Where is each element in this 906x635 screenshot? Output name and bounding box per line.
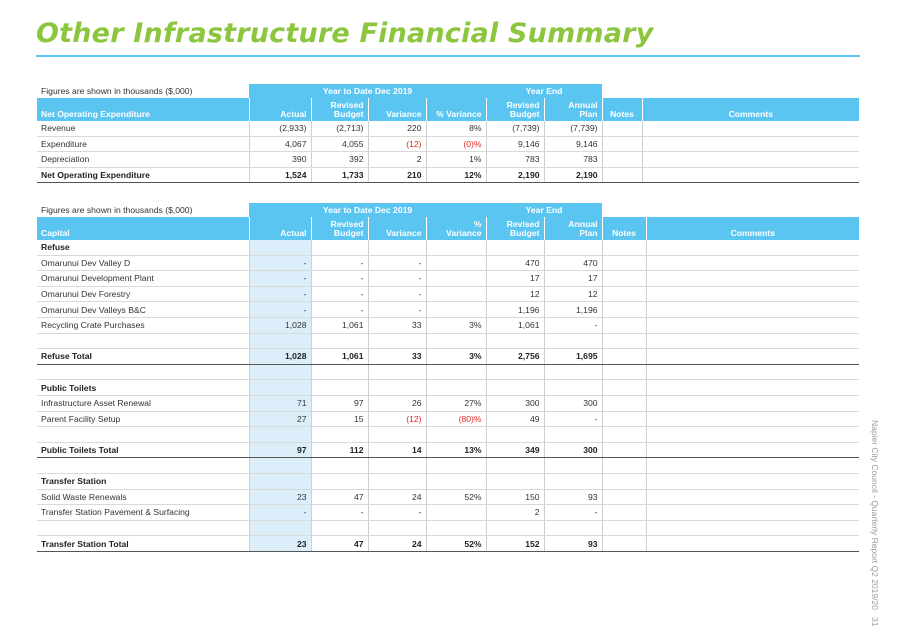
col-header-variance: Variance [368, 217, 426, 240]
cell-revised-budget: 112 [311, 442, 368, 458]
cell-variance [368, 380, 426, 396]
cell-label: Recycling Crate Purchases [37, 317, 249, 333]
table-row [37, 136, 859, 152]
cell-revised-budget: - [311, 271, 368, 287]
cell-label [37, 364, 249, 380]
cell-label: Solid Waste Renewals [37, 489, 249, 505]
report-name: Napier City Council - Quarterly Report Q2 2019/20 [870, 420, 880, 610]
cell-variance [368, 473, 426, 489]
cell-variance: - [368, 302, 426, 318]
table-row [37, 121, 859, 136]
year-end-header: Year End [486, 203, 602, 217]
col-header-variance: Variance [368, 98, 426, 121]
cell-ye-revised-budget: 783 [486, 152, 544, 168]
cell-pct-variance [426, 473, 486, 489]
cell-annual-plan: - [544, 505, 602, 521]
cell-annual-plan: 783 [544, 152, 602, 168]
cell-annual-plan: - [544, 317, 602, 333]
cell-comments [646, 505, 859, 521]
cell-label: Omarunui Dev Forestry [37, 286, 249, 302]
cell-revised-budget: 4,055 [311, 136, 368, 152]
cell-actual: 23 [249, 536, 311, 552]
col-header-actual: Actual [249, 98, 311, 121]
cell-revised-budget: 1,061 [311, 349, 368, 365]
cell-notes [602, 333, 646, 349]
cell-comments [646, 333, 859, 349]
cell-annual-plan [544, 364, 602, 380]
cell-ye-revised-budget: 17 [486, 271, 544, 287]
cell-pct-variance [426, 364, 486, 380]
cell-annual-plan: 300 [544, 395, 602, 411]
cell-pct-variance [426, 302, 486, 318]
cell-variance: - [368, 505, 426, 521]
col-header-label: Capital [37, 217, 249, 240]
cell-comments [646, 395, 859, 411]
cell-notes [602, 167, 642, 183]
cell-pct-variance: 1% [426, 152, 486, 168]
cell-comments [646, 240, 859, 255]
cell-pct-variance: 27% [426, 395, 486, 411]
cell-revised-budget: 1,061 [311, 317, 368, 333]
cell-comments [646, 255, 859, 271]
cell-notes [602, 489, 646, 505]
cell-actual: - [249, 505, 311, 521]
cell-label: Infrastructure Asset Renewal [37, 395, 249, 411]
cell-variance [368, 427, 426, 443]
cell-notes [602, 286, 646, 302]
cell-pct-variance [426, 380, 486, 396]
cell-notes [602, 458, 646, 474]
cell-label [37, 427, 249, 443]
cell-pct-variance [426, 427, 486, 443]
cell-revised-budget [311, 427, 368, 443]
cell-comments [646, 442, 859, 458]
cell-variance: 33 [368, 317, 426, 333]
table-row [37, 395, 859, 411]
cell-notes [602, 302, 646, 318]
cell-actual: 1,524 [249, 167, 311, 183]
cell-variance: - [368, 255, 426, 271]
cell-comments [646, 364, 859, 380]
cell-ye-revised-budget: 2,756 [486, 349, 544, 365]
col-header-revised-budget: Revised Budget [311, 217, 368, 240]
cell-comments [646, 411, 859, 427]
col-header-comments: Comments [642, 98, 859, 121]
col-header-notes: Notes [602, 98, 642, 121]
col-header-ye-revised-budget: Revised Budget [486, 217, 544, 240]
cell-revised-budget: 1,733 [311, 167, 368, 183]
cell-actual: 1,028 [249, 349, 311, 365]
cell-comments [642, 121, 859, 136]
cell-actual: - [249, 286, 311, 302]
cell-pct-variance [426, 505, 486, 521]
cell-variance: 26 [368, 395, 426, 411]
table-row [37, 442, 859, 458]
cell-pct-variance: 3% [426, 317, 486, 333]
cell-comments [646, 473, 859, 489]
cell-annual-plan: 93 [544, 536, 602, 552]
cell-comments [646, 286, 859, 302]
cell-annual-plan: 1,695 [544, 349, 602, 365]
col-header-actual: Actual [249, 217, 311, 240]
cell-actual: 1,028 [249, 317, 311, 333]
cell-revised-budget [311, 473, 368, 489]
cell-notes [602, 317, 646, 333]
cell-actual [249, 473, 311, 489]
table-row [37, 152, 859, 168]
cell-comments [646, 317, 859, 333]
cell-pct-variance [426, 520, 486, 536]
col-header-annual-plan: Annual Plan [544, 98, 602, 121]
col-header-pct-variance: % Variance [426, 98, 486, 121]
cell-actual: 71 [249, 395, 311, 411]
cell-revised-budget [311, 458, 368, 474]
cell-ye-revised-budget: 152 [486, 536, 544, 552]
cell-label: Public Toilets Total [37, 442, 249, 458]
cell-revised-budget: - [311, 505, 368, 521]
cell-variance: 33 [368, 349, 426, 365]
cell-variance: 24 [368, 536, 426, 552]
cell-actual [249, 240, 311, 255]
cell-notes [602, 255, 646, 271]
cell-label: Public Toilets [37, 380, 249, 396]
cell-variance [368, 240, 426, 255]
cell-actual: - [249, 255, 311, 271]
cell-annual-plan [544, 473, 602, 489]
cell-ye-revised-budget: 1,061 [486, 317, 544, 333]
cell-revised-budget [311, 240, 368, 255]
cell-label: Net Operating Expenditure [37, 167, 249, 183]
cell-notes [602, 271, 646, 287]
table-row [37, 167, 859, 183]
cell-comments [646, 380, 859, 396]
figures-caption: Figures are shown in thousands ($,000) [41, 205, 193, 215]
cell-notes [602, 364, 646, 380]
table-row [37, 380, 859, 396]
cell-revised-budget: 47 [311, 536, 368, 552]
cell-variance [368, 458, 426, 474]
cell-pct-variance [426, 458, 486, 474]
cell-actual: 4,067 [249, 136, 311, 152]
cell-actual: - [249, 302, 311, 318]
cell-label: Revenue [37, 121, 249, 136]
cell-actual [249, 520, 311, 536]
cell-ye-revised-budget: 12 [486, 286, 544, 302]
table-row [37, 458, 859, 474]
table-row [37, 349, 859, 365]
cell-label: Transfer Station Pavement & Surfacing [37, 505, 249, 521]
cell-comments [646, 489, 859, 505]
cell-ye-revised-budget [486, 240, 544, 255]
cell-actual [249, 458, 311, 474]
table-row [37, 271, 859, 287]
cell-variance: (12) [368, 411, 426, 427]
cell-ye-revised-budget [486, 427, 544, 443]
cell-label: Parent Facility Setup [37, 411, 249, 427]
cell-comments [646, 458, 859, 474]
cell-label [37, 458, 249, 474]
cell-ye-revised-budget: 300 [486, 395, 544, 411]
cell-comments [646, 271, 859, 287]
cell-annual-plan: 17 [544, 271, 602, 287]
cell-revised-budget [311, 364, 368, 380]
cell-notes [602, 536, 646, 552]
table-row [37, 411, 859, 427]
col-header-revised-budget: Revised Budget [311, 98, 368, 121]
cell-pct-variance [426, 240, 486, 255]
cell-ye-revised-budget [486, 364, 544, 380]
cell-notes [602, 136, 642, 152]
cell-label: Transfer Station Total [37, 536, 249, 552]
cell-label: Omarunui Development Plant [37, 271, 249, 287]
cell-annual-plan: 9,146 [544, 136, 602, 152]
cell-ye-revised-budget: 1,196 [486, 302, 544, 318]
cell-ye-revised-budget [486, 458, 544, 474]
table-row [37, 489, 859, 505]
cell-label [37, 520, 249, 536]
table-row [37, 302, 859, 318]
cell-annual-plan [544, 427, 602, 443]
table-row [37, 536, 859, 552]
cell-pct-variance: 52% [426, 536, 486, 552]
cell-ye-revised-budget [486, 520, 544, 536]
cell-comments [646, 427, 859, 443]
cell-variance: - [368, 271, 426, 287]
ytd-period-header: Year to Date Dec 2019 [249, 84, 486, 98]
cell-annual-plan: 300 [544, 442, 602, 458]
cell-actual: 97 [249, 442, 311, 458]
page-number: 31 [870, 617, 880, 627]
title-rule [36, 55, 860, 57]
cell-actual: 23 [249, 489, 311, 505]
cell-revised-budget: (2,713) [311, 121, 368, 136]
cell-pct-variance: 8% [426, 121, 486, 136]
cell-label: Refuse [37, 240, 249, 255]
cell-annual-plan: 1,196 [544, 302, 602, 318]
cell-revised-budget: 15 [311, 411, 368, 427]
cell-label [37, 333, 249, 349]
col-header-pct-variance: % Variance [426, 217, 486, 240]
cell-variance: 2 [368, 152, 426, 168]
cell-revised-budget: 47 [311, 489, 368, 505]
cell-notes [602, 520, 646, 536]
cell-comments [646, 349, 859, 365]
cell-comments [646, 536, 859, 552]
cell-notes [602, 380, 646, 396]
cell-ye-revised-budget: 150 [486, 489, 544, 505]
cell-variance: 220 [368, 121, 426, 136]
cell-pct-variance [426, 271, 486, 287]
col-header-ye-revised-budget: Revised Budget [486, 98, 544, 121]
cell-actual: 27 [249, 411, 311, 427]
figures-caption: Figures are shown in thousands ($,000) [41, 86, 193, 96]
cell-comments [642, 152, 859, 168]
cell-label: Expenditure [37, 136, 249, 152]
cell-actual [249, 333, 311, 349]
cell-pct-variance: 52% [426, 489, 486, 505]
cell-ye-revised-budget: (7,739) [486, 121, 544, 136]
cell-notes [602, 395, 646, 411]
cell-pct-variance [426, 255, 486, 271]
cell-notes [602, 152, 642, 168]
cell-variance: 24 [368, 489, 426, 505]
table-row [37, 317, 859, 333]
capital-table [37, 203, 859, 552]
year-end-header: Year End [486, 84, 602, 98]
table-row [37, 473, 859, 489]
cell-variance [368, 333, 426, 349]
cell-notes [602, 121, 642, 136]
col-header-comments: Comments [646, 217, 859, 240]
cell-ye-revised-budget [486, 333, 544, 349]
cell-ye-revised-budget: 2,190 [486, 167, 544, 183]
cell-notes [602, 349, 646, 365]
cell-annual-plan [544, 380, 602, 396]
cell-ye-revised-budget: 470 [486, 255, 544, 271]
cell-ye-revised-budget: 9,146 [486, 136, 544, 152]
cell-variance [368, 364, 426, 380]
cell-notes [602, 442, 646, 458]
cell-comments [646, 302, 859, 318]
cell-actual: (2,933) [249, 121, 311, 136]
side-footer [870, 420, 896, 630]
cell-revised-budget: - [311, 255, 368, 271]
cell-annual-plan: 12 [544, 286, 602, 302]
cell-variance: 14 [368, 442, 426, 458]
cell-ye-revised-budget: 49 [486, 411, 544, 427]
col-header-label: Net Operating Expenditure [37, 98, 249, 121]
col-header-annual-plan: Annual Plan [544, 217, 602, 240]
col-header-notes: Notes [602, 217, 646, 240]
cell-notes [602, 505, 646, 521]
cell-notes [602, 473, 646, 489]
cell-comments [642, 136, 859, 152]
cell-annual-plan: (7,739) [544, 121, 602, 136]
cell-variance: 210 [368, 167, 426, 183]
table-row [37, 520, 859, 536]
cell-annual-plan [544, 520, 602, 536]
page-title: Other Infrastructure Financial Summary [36, 18, 654, 49]
cell-revised-budget [311, 333, 368, 349]
table-row [37, 286, 859, 302]
table-row [37, 240, 859, 255]
cell-revised-budget: - [311, 302, 368, 318]
cell-actual [249, 380, 311, 396]
cell-pct-variance: 13% [426, 442, 486, 458]
cell-notes [602, 240, 646, 255]
cell-ye-revised-budget [486, 380, 544, 396]
cell-actual [249, 364, 311, 380]
net-operating-expenditure-table [37, 84, 859, 183]
table-row [37, 505, 859, 521]
report-side-label [870, 420, 880, 626]
table-row [37, 427, 859, 443]
cell-revised-budget [311, 520, 368, 536]
cell-pct-variance [426, 333, 486, 349]
cell-pct-variance: 12% [426, 167, 486, 183]
cell-annual-plan [544, 240, 602, 255]
table-row [37, 333, 859, 349]
cell-label: Omarunui Dev Valleys B&C [37, 302, 249, 318]
cell-notes [602, 411, 646, 427]
cell-revised-budget: 392 [311, 152, 368, 168]
cell-revised-budget [311, 380, 368, 396]
cell-revised-budget: 97 [311, 395, 368, 411]
cell-actual [249, 427, 311, 443]
cell-annual-plan: 2,190 [544, 167, 602, 183]
cell-variance: - [368, 286, 426, 302]
cell-label: Transfer Station [37, 473, 249, 489]
cell-ye-revised-budget: 2 [486, 505, 544, 521]
table-row [37, 255, 859, 271]
cell-actual: - [249, 271, 311, 287]
cell-pct-variance: 3% [426, 349, 486, 365]
ytd-period-header: Year to Date Dec 2019 [249, 203, 486, 217]
cell-comments [642, 167, 859, 183]
cell-actual: 390 [249, 152, 311, 168]
cell-variance: (12) [368, 136, 426, 152]
cell-pct-variance [426, 286, 486, 302]
cell-annual-plan: - [544, 411, 602, 427]
cell-annual-plan: 93 [544, 489, 602, 505]
cell-label: Omarunui Dev Valley D [37, 255, 249, 271]
cell-label: Refuse Total [37, 349, 249, 365]
cell-label: Depreciation [37, 152, 249, 168]
cell-ye-revised-budget [486, 473, 544, 489]
table-row [37, 364, 859, 380]
cell-variance [368, 520, 426, 536]
cell-annual-plan: 470 [544, 255, 602, 271]
cell-annual-plan [544, 458, 602, 474]
cell-comments [646, 520, 859, 536]
cell-notes [602, 427, 646, 443]
cell-pct-variance: (80)% [426, 411, 486, 427]
cell-pct-variance: (0)% [426, 136, 486, 152]
cell-ye-revised-budget: 349 [486, 442, 544, 458]
cell-revised-budget: - [311, 286, 368, 302]
cell-annual-plan [544, 333, 602, 349]
